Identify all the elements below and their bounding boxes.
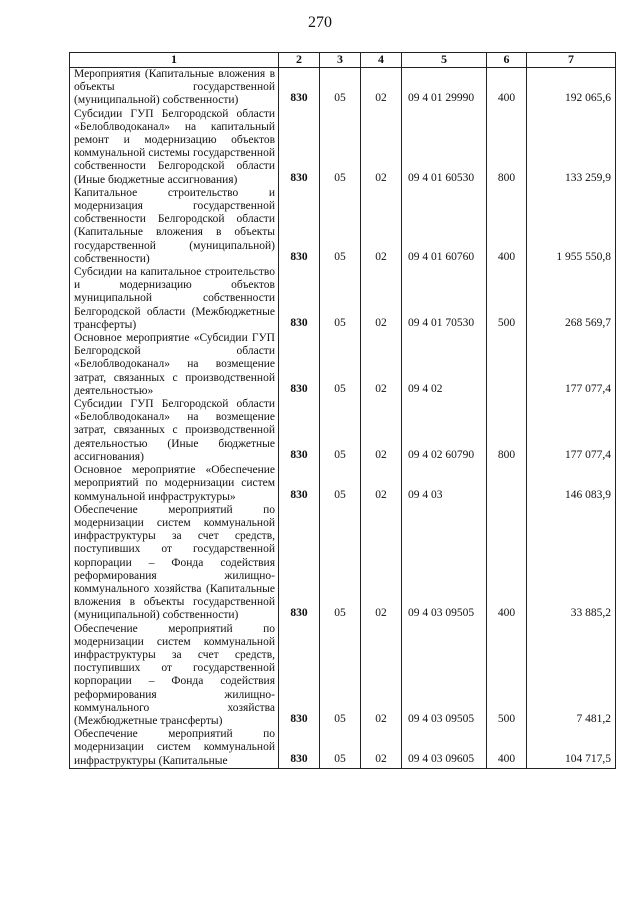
row-section: 05 xyxy=(320,398,361,464)
table-row xyxy=(70,504,616,623)
page-number: 270 xyxy=(308,14,332,31)
row-target-article: 09 4 03 09605 xyxy=(402,728,487,768)
row-target-article: 09 4 02 60790 xyxy=(402,398,487,464)
row-grbs: 830 xyxy=(279,728,320,768)
row-expense-type xyxy=(487,464,527,504)
row-amount: 268 569,7 xyxy=(527,266,616,332)
row-target-article: 09 4 02 xyxy=(402,332,487,398)
row-section: 05 xyxy=(320,68,361,108)
column-header: 4 xyxy=(361,53,402,68)
row-section: 05 xyxy=(320,266,361,332)
row-amount: 7 481,2 xyxy=(527,623,616,729)
table-row xyxy=(70,623,616,729)
row-section: 05 xyxy=(320,504,361,623)
row-name: Субсидии ГУП Белгородской области «Белоблводоканал» на капитальный ремонт и модернизацию объектов коммунальной системы государственной собственности Белгородской области (Иные бюджетные ассигнования) xyxy=(70,108,279,187)
row-subsection: 02 xyxy=(361,623,402,729)
row-name: Обеспечение мероприятий по модернизации систем коммунальной инфраструктуры (Капитальные xyxy=(70,728,279,768)
row-grbs: 830 xyxy=(279,504,320,623)
row-grbs: 830 xyxy=(279,187,320,266)
row-section: 05 xyxy=(320,623,361,729)
table-row xyxy=(70,187,616,266)
row-grbs: 830 xyxy=(279,266,320,332)
row-grbs: 830 xyxy=(279,108,320,187)
row-section: 05 xyxy=(320,187,361,266)
row-target-article: 09 4 01 70530 xyxy=(402,266,487,332)
table-row xyxy=(70,68,616,108)
row-target-article: 09 4 01 60530 xyxy=(402,108,487,187)
row-expense-type: 400 xyxy=(487,504,527,623)
row-target-article: 09 4 03 xyxy=(402,464,487,504)
column-header: 5 xyxy=(402,53,487,68)
row-subsection: 02 xyxy=(361,187,402,266)
row-name: Мероприятия (Капитальные вложения в объекты государственной (муниципальной) собственности) xyxy=(70,68,279,108)
row-name: Субсидии на капитальное строительство и модернизацию объектов муниципальной собственности Белгородской области (Межбюджетные трансферты) xyxy=(70,266,279,332)
row-section: 05 xyxy=(320,464,361,504)
row-section: 05 xyxy=(320,108,361,187)
row-expense-type: 500 xyxy=(487,266,527,332)
row-grbs: 830 xyxy=(279,332,320,398)
row-amount: 177 077,4 xyxy=(527,332,616,398)
row-subsection: 02 xyxy=(361,108,402,187)
table-row xyxy=(70,108,616,187)
table-row xyxy=(70,728,616,768)
row-expense-type: 500 xyxy=(487,623,527,729)
row-amount: 192 065,6 xyxy=(527,68,616,108)
table-row xyxy=(70,332,616,398)
row-amount: 33 885,2 xyxy=(527,504,616,623)
table-row xyxy=(70,266,616,332)
column-header: 2 xyxy=(279,53,320,68)
row-section: 05 xyxy=(320,728,361,768)
row-expense-type: 400 xyxy=(487,68,527,108)
row-name: Обеспечение мероприятий по модернизации систем коммунальной инфраструктуры за счет средств, поступивших от государственной корпорации – Фонда содействия реформирования жилищно-коммунального хозяйства (Межбюджетные трансферты) xyxy=(70,623,279,729)
row-subsection: 02 xyxy=(361,332,402,398)
row-target-article: 09 4 03 09505 xyxy=(402,504,487,623)
row-amount: 1 955 550,8 xyxy=(527,187,616,266)
row-name: Капитальное строительство и модернизация государственной собственности Белгородской области (Капитальные вложения в объекты государственной (муниципальной) собственности) xyxy=(70,187,279,266)
row-name: Основное мероприятие «Обеспечение мероприятий по модернизации систем коммунальной инфраструктуры» xyxy=(70,464,279,504)
row-grbs: 830 xyxy=(279,398,320,464)
row-grbs: 830 xyxy=(279,464,320,504)
row-expense-type: 800 xyxy=(487,398,527,464)
row-subsection: 02 xyxy=(361,504,402,623)
row-expense-type: 400 xyxy=(487,187,527,266)
row-subsection: 02 xyxy=(361,266,402,332)
column-header: 1 xyxy=(70,53,279,68)
column-header: 3 xyxy=(320,53,361,68)
row-subsection: 02 xyxy=(361,398,402,464)
header-row xyxy=(70,53,616,68)
row-name: Обеспечение мероприятий по модернизации систем коммунальной инфраструктуры за счет средств, поступивших от государственной корпорации – Фонда содействия реформирования жилищно-коммунального хозяйства (Капитальные вложения в объекты государственной (муниципальной) собственности) xyxy=(70,504,279,623)
row-expense-type: 800 xyxy=(487,108,527,187)
column-header: 7 xyxy=(527,53,616,68)
row-amount: 133 259,9 xyxy=(527,108,616,187)
row-expense-type: 400 xyxy=(487,728,527,768)
row-subsection: 02 xyxy=(361,464,402,504)
row-name: Субсидии ГУП Белгородской области «Белоблводоканал» на возмещение затрат, связанных с производственной деятельностью (Иные бюджетные ассигнования) xyxy=(70,398,279,464)
row-amount: 104 717,5 xyxy=(527,728,616,768)
row-name: Основное мероприятие «Субсидии ГУП Белгородской области «Белоблводоканал» на возмещение затрат, связанных с производственной деятельностью» xyxy=(70,332,279,398)
row-subsection: 02 xyxy=(361,728,402,768)
row-target-article: 09 4 03 09505 xyxy=(402,623,487,729)
row-target-article: 09 4 01 60760 xyxy=(402,187,487,266)
row-grbs: 830 xyxy=(279,68,320,108)
table-row xyxy=(70,464,616,504)
budget-table xyxy=(69,52,616,769)
row-amount: 146 083,9 xyxy=(527,464,616,504)
column-header: 6 xyxy=(487,53,527,68)
row-expense-type xyxy=(487,332,527,398)
row-target-article: 09 4 01 29990 xyxy=(402,68,487,108)
table-row xyxy=(70,398,616,464)
row-section: 05 xyxy=(320,332,361,398)
row-subsection: 02 xyxy=(361,68,402,108)
row-grbs: 830 xyxy=(279,623,320,729)
row-amount: 177 077,4 xyxy=(527,398,616,464)
